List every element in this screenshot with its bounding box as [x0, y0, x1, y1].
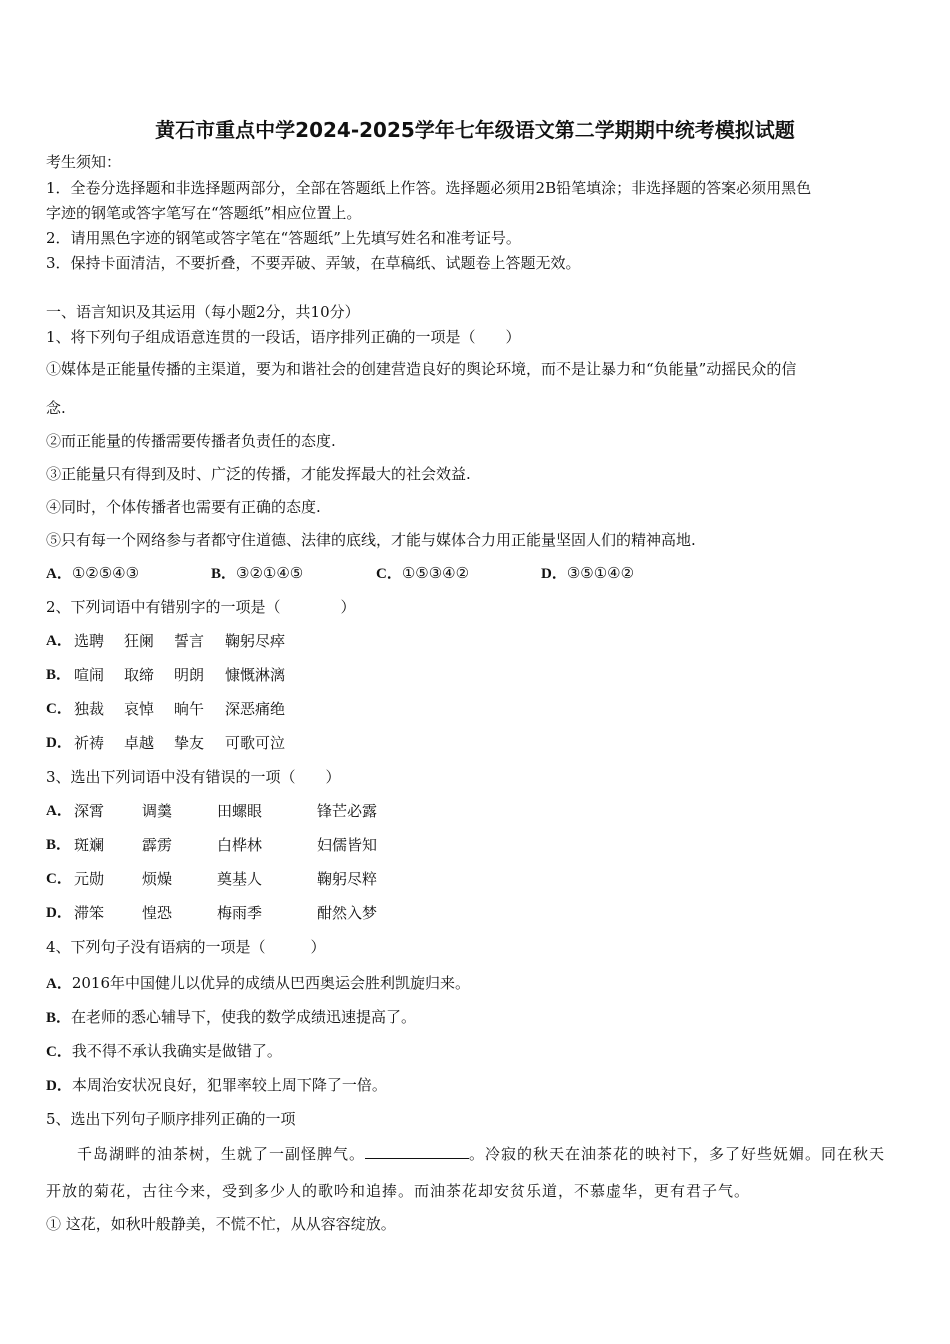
q1-option-c[interactable]: C．①⑤③④②	[376, 564, 470, 582]
word: 明朗	[174, 666, 205, 684]
q5-sentence-1: ① 这花，如秋叶般静美，不慌不忙，从从容容绽放。	[46, 1215, 396, 1233]
word: 元勋	[74, 870, 105, 888]
word: 田螺眼	[217, 802, 263, 820]
word: 白桦林	[217, 836, 263, 854]
word: 酣然入梦	[317, 904, 378, 922]
option-label: A．	[46, 633, 72, 649]
notice-item-3: 3．保持卡面清洁，不要折叠，不要弄破、弄皱，在草稿纸、试题卷上答题无效。	[46, 254, 581, 272]
option-label: D．	[46, 735, 72, 751]
word: 奠基人	[217, 870, 263, 888]
option-label: A．	[46, 803, 72, 819]
q4-option-a[interactable]: A．2016年中国健儿以优异的成绩从巴西奥运会胜利凯旋归来。	[46, 974, 471, 992]
word: 梅雨季	[217, 904, 263, 922]
word: 深霄	[74, 802, 105, 820]
question-2-stem: 2、下列词语中有错别字的一项是（ ）	[46, 598, 356, 616]
option-label: C．	[46, 701, 72, 717]
q1-sentence-1: ①媒体是正能量传播的主渠道，要为和谐社会的创建营造良好的舆论环境，而不是让暴力和“负能量”动摇民众的信	[46, 360, 797, 378]
word: 锋芒必露	[317, 802, 378, 820]
word: 深恶痛绝	[225, 700, 286, 718]
word: 卓越	[124, 734, 155, 752]
word: 祈祷	[74, 734, 105, 752]
answer-blank[interactable]	[365, 1144, 469, 1159]
word: 选聘	[74, 632, 105, 650]
word: 霹雳	[142, 836, 173, 854]
word: 鞠躬尽瘁	[225, 632, 286, 650]
exam-title: 黄石市重点中学2024-2025学年七年级语文第二学期期中统考模拟试题	[155, 118, 795, 142]
q1-sentence-5: ⑤只有每一个网络参与者都守住道德、法律的底线，才能与媒体合力用正能量坚固人们的精神高地.	[46, 531, 696, 549]
question-4-stem: 4、下列句子没有语病的一项是（ ）	[46, 938, 326, 956]
question-3-stem: 3、选出下列词语中没有错误的一项（ ）	[46, 768, 341, 786]
notice-item-1: 1．全卷分选择题和非选择题两部分，全部在答题纸上作答。选择题必须用2B铅笔填涂；非选择题的答案必须用黑色	[46, 179, 812, 197]
word: 斑斓	[74, 836, 105, 854]
q5-passage-line-2: 开放的菊花，古往今来，受到多少人的歌吟和追捧。而油茶花却安贫乐道，不慕虚华，更有君子气。	[46, 1182, 751, 1200]
word: 烦燥	[142, 870, 173, 888]
notice-item-2: 2．请用黑色字迹的钢笔或答字笔在“答题纸”上先填写姓名和准考证号。	[46, 229, 521, 247]
option-label: B．	[46, 837, 72, 853]
word: 挚友	[174, 734, 205, 752]
word: 滞笨	[74, 904, 105, 922]
q1-sentence-3: ③正能量只有得到及时、广泛的传播，才能发挥最大的社会效益.	[46, 465, 471, 483]
word: 独裁	[74, 700, 105, 718]
q4-option-d[interactable]: D．本周治安状况良好，犯罪率较上周下降了一倍。	[46, 1076, 387, 1094]
question-1-stem: 1、将下列句子组成语意连贯的一段话，语序排列正确的一项是（ ）	[46, 328, 521, 346]
option-label: B．	[46, 667, 72, 683]
notice-item-1-cont: 字迹的钢笔或答字笔写在“答题纸”相应位置上。	[46, 204, 362, 222]
section-heading: 一、语言知识及其运用（每小题2分，共10分）	[46, 303, 360, 321]
word: 晌午	[174, 700, 205, 718]
word: 誓言	[174, 632, 205, 650]
word: 鞠躬尽粹	[317, 870, 378, 888]
q1-option-b[interactable]: B．③②①④⑤	[211, 564, 304, 582]
word: 惶恐	[142, 904, 173, 922]
word: 喧闹	[74, 666, 105, 684]
word: 狂阑	[124, 632, 155, 650]
q4-option-c[interactable]: C．我不得不承认我确实是做错了。	[46, 1042, 282, 1060]
question-5-stem: 5、选出下列句子顺序排列正确的一项	[46, 1110, 296, 1128]
word: 可歌可泣	[225, 734, 286, 752]
q5-passage-line-1: 千岛湖畔的油茶树，生就了一副怪脾气。 。冷寂的秋天在油茶花的映衬下，多了好些妩媚。同在秋天	[77, 1145, 886, 1163]
q1-sentence-1-cont: 念.	[46, 399, 66, 417]
q1-option-a[interactable]: A．①②⑤④③	[46, 564, 140, 582]
word: 妇儒皆知	[317, 836, 378, 854]
word: 调羹	[142, 802, 173, 820]
word: 慷慨淋漓	[225, 666, 286, 684]
word: 取缔	[124, 666, 155, 684]
option-label: D．	[46, 905, 72, 921]
q1-sentence-4: ④同时，个体传播者也需要有正确的态度.	[46, 498, 321, 516]
notice-heading: 考生须知：	[46, 153, 122, 171]
option-label: C．	[46, 871, 72, 887]
word: 哀悼	[124, 700, 155, 718]
q4-option-b[interactable]: B．在老师的悉心辅导下，使我的数学成绩迅速提高了。	[46, 1008, 417, 1026]
q1-option-d[interactable]: D．③⑤①④②	[541, 564, 635, 582]
q1-sentence-2: ②而正能量的传播需要传播者负责任的态度.	[46, 432, 336, 450]
